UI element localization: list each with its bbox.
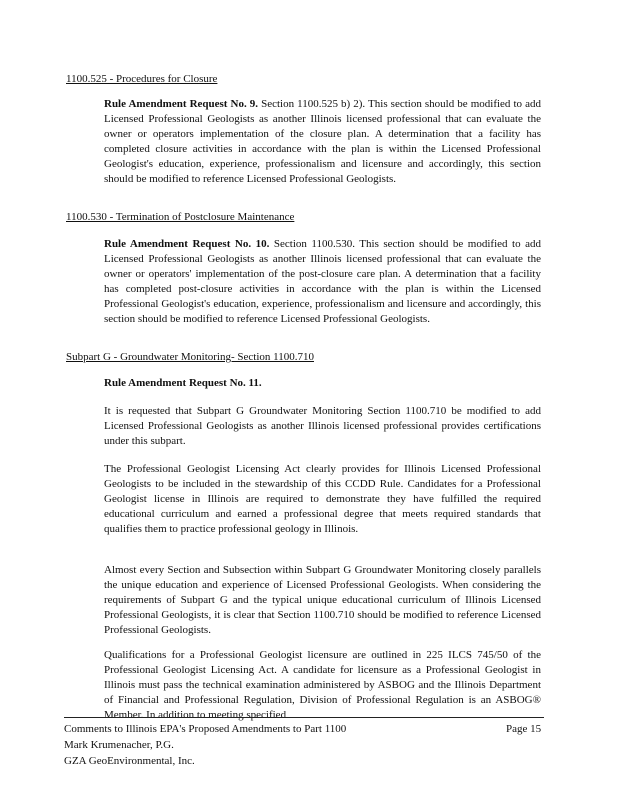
paragraph-text: The Professional Geologist Licensing Act clearly provides for Illinois Licensed Professional Geologists to be included in the stewardship of this CCDD Rule. Candidates for a Professional Geologist license in Illinois are required to demonstrate they have fulfilled the required educational curriculum and earned a professional degree that meets required standards that qualifies them to practice professional geology in Illinois.: [104, 463, 541, 535]
paragraph-subpart-g: [104, 563, 541, 638]
section-heading-closure: 1100.525 - Procedures for Closure: [66, 73, 218, 85]
footer-company: GZA GeoEnvironmental, Inc.: [64, 755, 195, 767]
footer-page-number: Page 15: [506, 723, 542, 735]
paragraph-rule-amendment-10: [104, 237, 541, 327]
paragraph-request: [104, 404, 541, 449]
footer-author: Mark Krumenacher, P.G.: [64, 739, 174, 751]
rule-label: Rule Amendment Request No. 11.: [104, 377, 262, 389]
paragraph-text: Section 1100.530. This section should be modified to add Licensed Professional Geologists as another Illinois licensed professional that can evaluate the owner or operators' implementation of the post-closure care plan. A determination that a facility has completed post-closure activities in accordance with the plan is within the Licensed Professional Geologist's education, experience, professionalism and licensure and accordingly, this section should be modified to reference Licensed Professional Geologists.: [104, 238, 541, 325]
paragraph-qualifications: [104, 648, 541, 723]
footer-title: Comments to Illinois EPA's Proposed Amendments to Part 1100: [64, 723, 347, 735]
paragraph-text: Qualifications for a Professional Geologist licensure are outlined in 225 ILCS 745/50 of the Professional Geologist Licensing Act. A candidate for licensure as a Professional Geologist in Illinois must pass the technical examination administered by ASBOG and the Illinois Department of Financial and Professional Regulation, Division of Professional Regulation is an ASBOG® Member. In addition to meeting specified: [104, 649, 541, 721]
paragraph-rule-amendment-11: [104, 376, 541, 391]
paragraph-text: Almost every Section and Subsection within Subpart G Groundwater Monitoring closely parallels the unique education and experience of Licensed Professional Geologists. When considering the requirements of Subpart G and the typical unique educational curriculum of Illinois Licensed Professional Geologists, it is clear that Section 1100.710 should be modified to reference Licensed Professional Geologists.: [104, 564, 541, 636]
paragraph-licensing-act: [104, 462, 541, 537]
section-heading-groundwater: Subpart G - Groundwater Monitoring- Section 1100.710: [66, 351, 314, 363]
paragraph-rule-amendment-9: [104, 97, 541, 187]
section-heading-postclosure: 1100.530 - Termination of Postclosure Maintenance: [66, 211, 295, 223]
footer-divider: [64, 717, 544, 718]
rule-label: Rule Amendment Request No. 9.: [104, 98, 259, 110]
rule-label: Rule Amendment Request No. 10.: [104, 238, 270, 250]
paragraph-text: Section 1100.525 b) 2). This section should be modified to add Licensed Professional Geologists as another Illinois licensed professional that can evaluate the owner or operators implementation of the closure plan. A determination that a facility has completed closure activities in accordance with the plan is within the Licensed Professional Geologist's education, experience, professionalism and licensure and accordingly, this section should be modified to reference Licensed Professional Geologists.: [104, 98, 541, 185]
paragraph-text: It is requested that Subpart G Groundwater Monitoring Section 1100.710 be modified to add Licensed Professional Geologists as another Illinois licensed professional provides certifications under this subpart.: [104, 405, 541, 447]
